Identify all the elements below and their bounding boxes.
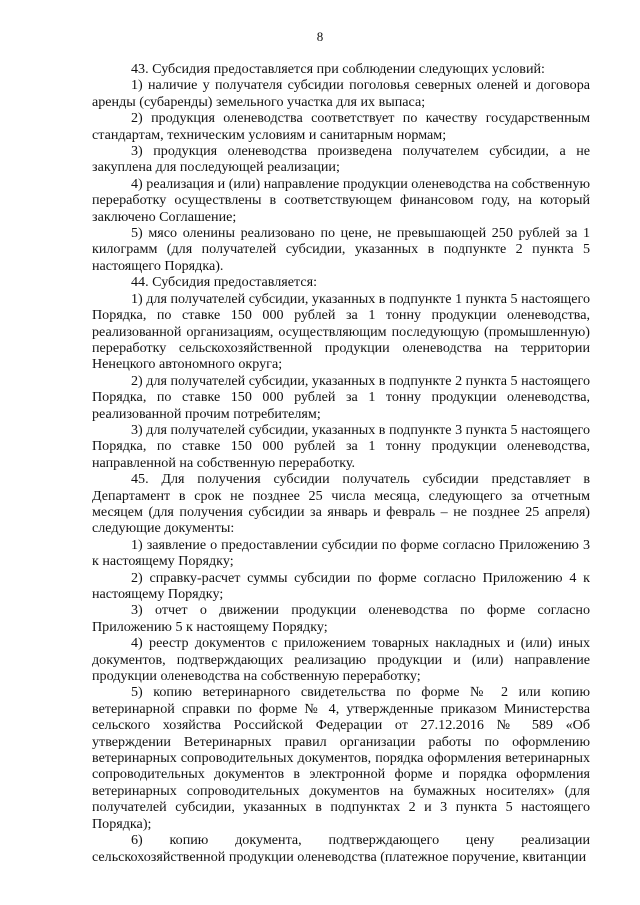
document-body bbox=[92, 61, 590, 865]
paragraph-45-item-6: 6) копию документа, подтверждающего цену реализации сельскохозяйственной продукции оленеводства (платежное поручение, квитанции bbox=[92, 832, 590, 865]
paragraph-44-item-1: 1) для получателей субсидии, указанных в подпункте 1 пункта 5 настоящего Порядка, по ставке 150 000 рублей за 1 тонну продукции оленеводства, реализованной организациям, осуществляющим последующую (промышленную) переработку сельскохозяйственной продукции оленеводства на территории Ненецкого автономного округа; bbox=[92, 290, 590, 373]
paragraph-45-item-3: 3) отчет о движении продукции оленеводства по форме согласно Приложению 5 к настоящему Порядку; bbox=[92, 602, 590, 635]
paragraph-44-item-2: 2) для получателей субсидии, указанных в подпункте 2 пункта 5 настоящего Порядка, по ставке 150 000 рублей за 1 тонну продукции оленеводства, реализованной прочим потребителям; bbox=[92, 372, 590, 422]
paragraph-43-item-1: 1) наличие у получателя субсидии поголовья северных оленей и договора аренды (субаренды) земельного участка для их выпаса; bbox=[92, 77, 590, 110]
paragraph-43-item-2: 2) продукция оленеводства соответствует по качеству государственным стандартам, техническим условиям и санитарным нормам; bbox=[92, 110, 590, 143]
paragraph-45-item-1: 1) заявление о предоставлении субсидии по форме согласно Приложению 3 к настоящему Порядку; bbox=[92, 536, 590, 570]
paragraph-45-intro: 45. Для получения субсидии получатель субсидии представляет в Департамент в срок не позднее 25 числа месяца, следующего за отчетным месяцем (для получения субсидии за январь и февраль – не позднее 25 апреля) следующие документы: bbox=[92, 471, 590, 537]
paragraph-43-item-5: 5) мясо оленины реализовано по цене, не превышающей 250 рублей за 1 килограмм (для получателей субсидии, указанных в подпункте 2 пункта 5 настоящего Порядка). bbox=[92, 225, 590, 274]
page-number: 8 bbox=[316, 29, 324, 44]
paragraph-45-item-4: 4) реестр документов с приложением товарных накладных и (или) иных документов, подтверждающих реализацию продукции и (или) направление продукции оленеводства на собственную переработку; bbox=[92, 635, 590, 685]
paragraph-43-item-4: 4) реализация и (или) направление продукции оленеводства на собственную переработку осуществлены в соответствующем финансовом году, на который заключено Соглашение; bbox=[92, 175, 590, 225]
paragraph-45-item-5: 5) копию ветеринарного свидетельства по форме № 2 или копию ветеринарной справки по форме № 4, утвержденные приказом Министерства сельского хозяйства Российской Федерации от 27.12.2016 № 589 «Об утверждении Ветеринарных правил организации работы по оформлению ветеринарных сопроводительных документов, порядка оформления ветеринарных сопроводительных документов в электронной форме и порядка оформления ветеринарных сопроводительных документов на бумажных носителях» (для получателей субсидии, указанных в подпунктах 2 и 3 пункта 5 настоящего Порядка); bbox=[92, 684, 590, 832]
paragraph-43-intro: 43. Субсидия предоставляется при соблюдении следующих условий: bbox=[131, 61, 545, 77]
paragraph-44-item-3: 3) для получателей субсидии, указанных в подпункте 3 пункта 5 настоящего Порядка, по ставке 150 000 рублей за 1 тонну продукции оленеводства, направленной на собственную переработку. bbox=[92, 421, 590, 471]
paragraph-44-intro: 44. Субсидия предоставляется: bbox=[131, 274, 318, 291]
paragraph-43-item-3: 3) продукция оленеводства произведена получателем субсидии, а не закуплена для последующей реализации; bbox=[92, 143, 590, 176]
paragraph-45-item-2: 2) справку-расчет суммы субсидии по форме согласно Приложению 4 к настоящему Порядку; bbox=[92, 569, 590, 602]
